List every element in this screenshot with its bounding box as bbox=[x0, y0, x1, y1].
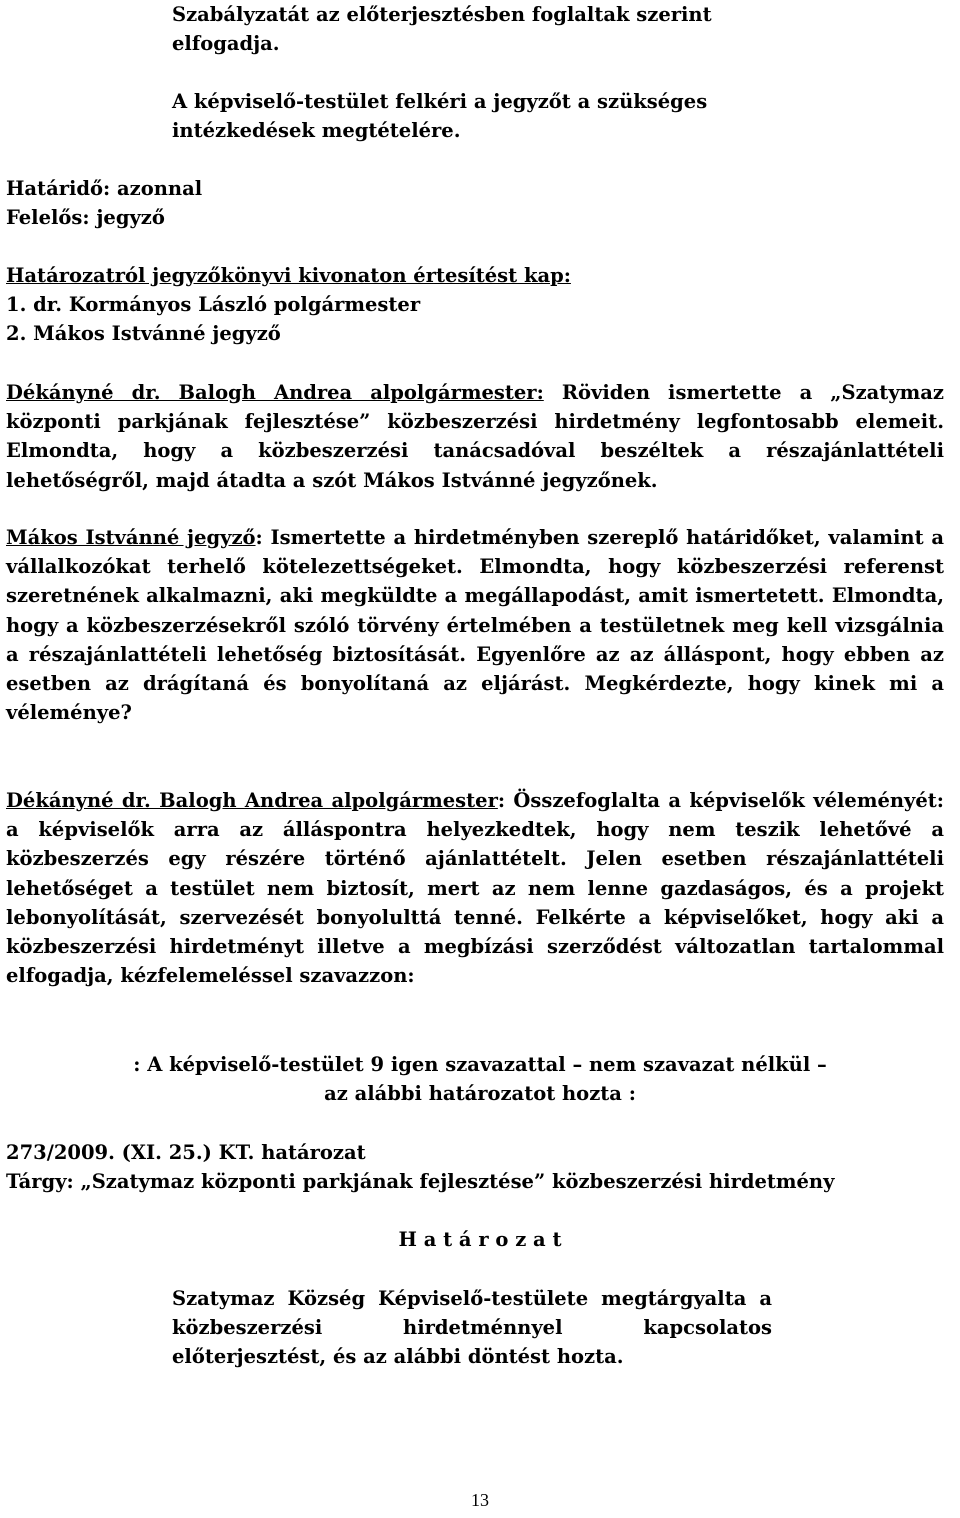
responsible-line: Felelős: jegyző bbox=[6, 206, 165, 229]
page-number: 13 bbox=[471, 1490, 489, 1510]
vote-line-1: : A képviselő-testület 9 igen szavazattal – nem szavazat nélkül – bbox=[133, 1053, 827, 1076]
speaker-1: Dékányné dr. Balogh Andrea alpolgármester: bbox=[6, 381, 544, 404]
paragraph-3 bbox=[6, 786, 944, 990]
speaker-2: Mákos Istvánné jegyző bbox=[6, 526, 256, 549]
top-line-4: intézkedések megtételére. bbox=[172, 119, 461, 142]
notify-item-2: 2. Mákos Istvánné jegyző bbox=[6, 322, 281, 345]
deadline-line: Határidő: azonnal bbox=[6, 177, 203, 200]
resolution-heading: H a t á r o z a t bbox=[398, 1228, 562, 1251]
top-line-2: elfogadja. bbox=[172, 32, 280, 55]
resolution-body: Szatymaz Község Képviselő-testülete megtárgyalta a közbeszerzési hirdetménnyel kapcsolatos előterjesztést, és az alábbi döntést hozta. bbox=[172, 1287, 772, 1369]
speaker-3: Dékányné dr. Balogh Andrea alpolgármester bbox=[6, 789, 498, 812]
paragraph-1 bbox=[6, 378, 944, 495]
notify-title: Határozatról jegyzőkönyvi kivonaton értesítést kap: bbox=[6, 264, 571, 287]
resolution-subject: Tárgy: „Szatymaz központi parkjának fejlesztése” közbeszerzési hirdetmény bbox=[6, 1170, 835, 1193]
resolution-number: 273/2009. (XI. 25.) KT. határozat bbox=[6, 1141, 366, 1164]
paragraph-2 bbox=[6, 523, 944, 727]
paragraph-3-text: : Összefoglalta a képviselők véleményét: a képviselők arra az álláspontra helyezkedtek, hogy nem teszik lehetővé a közbeszerzés egy részére történő ajánlattételt. Jelen esetben részajánlattételi lehetőséget a testület nem biztosít, mert az nem lenne gazdaságos, és a projekt lebonyolítását, szervezését bonyolulttá tenné. Felkérte a képviselőket, hogy aki a közbeszerzési hirdetményt illetve a megbízási szerződést változatlan tartalommal elfogadja, kézfelemeléssel szavazzon: bbox=[6, 789, 944, 988]
vote-line-2: az alábbi határozatot hozta : bbox=[324, 1082, 636, 1105]
top-line-3: A képviselő-testület felkéri a jegyzőt a szükséges bbox=[172, 90, 708, 113]
paragraph-2-text: : Ismertette a hirdetményben szereplő határidőket, valamint a vállalkozókat terhelő kötelezettségeket. Elmondta, hogy közbeszerzési referenst szeretnének alkalmazni, aki megküldte a megállapodást, amit ismertetett. Elmondta, hogy a közbeszerzésekről szóló törvény értelmében a testületnek meg kell vizsgálnia a részajánlattételi lehetőség biztosítását. Egyenlőre az az álláspont, hogy ebben az esetben az drágítaná és bonyolítaná az eljárást. Megkérdezte, hogy kinek mi a véleménye? bbox=[6, 526, 944, 725]
paragraph-1-text: Röviden ismertette a „Szatymaz központi parkjának fejlesztése” közbeszerzési hirdetmény legfontosabb elemeit. Elmondta, hogy a közbeszerzési tanácsadóval beszéltek a részajánlattételi lehetőségről, majd átadta a szót Mákos Istvánné jegyzőnek. bbox=[6, 381, 944, 492]
notify-item-1: 1. dr. Kormányos László polgármester bbox=[6, 293, 421, 316]
top-line-1: Szabályzatát az előterjesztésben foglaltak szerint bbox=[172, 3, 712, 26]
